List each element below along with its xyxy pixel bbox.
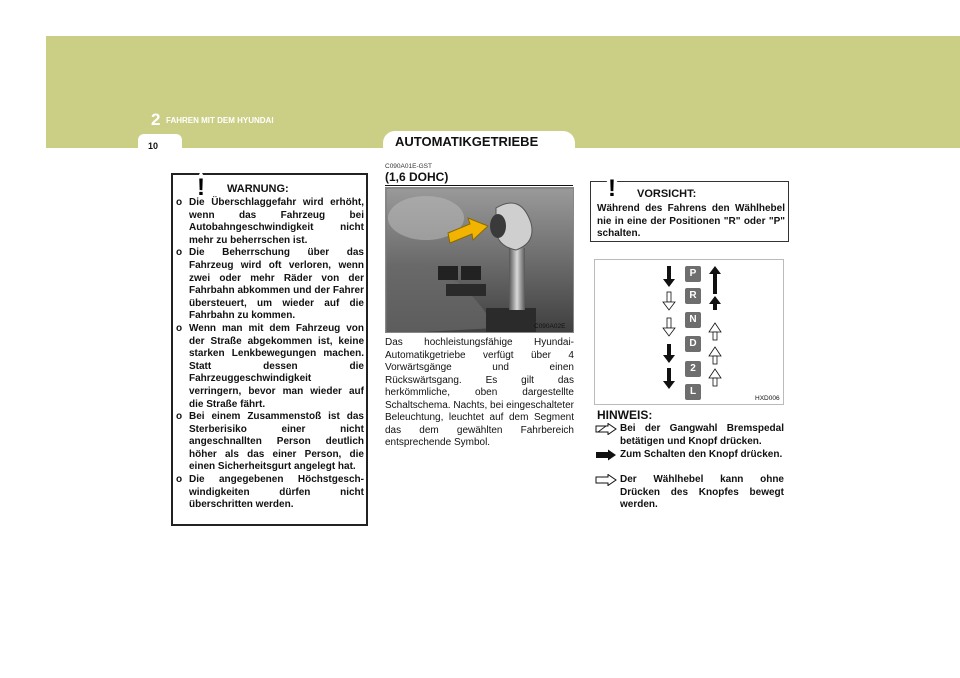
hollow-up-arrow-icon (709, 323, 721, 340)
exclamation-icon (597, 171, 627, 199)
warning-item: o Bei einem Zusammenstoß ist das Sterberisiko einer nicht angeschnallten Person deutlich höher als das einer Person, die einen Sicherheitsgurt angelegt hat. (176, 411, 364, 474)
warning-item: o Die Beherrschung über das Fahrzeug wird oft verloren, wenn zwei oder mehr Räder von der Fahrbahn abkommen und der Fahrer übersteuert, um wieder auf die Fahrbahn zu kommen. (176, 247, 364, 323)
warning-item: o Die angegebenen Höchstgesch-windigkeiten dürfen nicht überschritten werden. (176, 474, 364, 512)
hollow-down-arrow-icon (663, 292, 675, 310)
solid-down-arrow-icon (663, 344, 675, 363)
chapter-number: 2 (151, 110, 161, 129)
subheading: (1,6 DOHC) (385, 170, 573, 186)
caution-title: VORSICHT: (637, 188, 697, 200)
note-2: Zum Schalten den Knopf drücken. (620, 449, 783, 460)
photo-code: C090A02E (534, 323, 566, 330)
gear-d: D (685, 336, 701, 352)
warning-item: o Wenn man mit dem Fahrzeug von der Straße abgekommen ist, keine starken Lenkbewegungen machen. Statt dessen die Fahrzeuggeschwindigkeit verringern, bevor man wieder auf die Straße fährt. (176, 323, 364, 411)
solid-up-arrow-icon (709, 266, 721, 294)
gear-r: R (685, 288, 701, 304)
solid-arrow-icon (595, 449, 617, 461)
warning-list (176, 197, 364, 512)
hollow-down-arrow-icon (663, 318, 675, 336)
chapter-title: FAHREN MIT DEM HYUNDAI (166, 116, 274, 125)
warning-item: o Die Überschlaggefahr wird erhöht, wenn das Fahrzeug bei Autobahngeschwindigkeit nicht mehr zu beherrschen ist. (176, 197, 364, 247)
section-title: AUTOMATIKGETRIEBE (395, 134, 539, 149)
solid-down-arrow-icon (663, 368, 675, 389)
gear-n: N (685, 312, 701, 328)
page-tab (138, 134, 182, 156)
hinweis-title: HINWEIS: (597, 408, 653, 422)
page-number: 10 (148, 141, 159, 151)
caution-text: Während des Fahrens den Wählhebel nie in eine der Positionen "R" oder "P" schalten. (597, 203, 785, 240)
gear-l: L (685, 384, 701, 400)
gear-lever-photo (385, 187, 574, 333)
gear-2: 2 (685, 361, 701, 377)
hollow-arrow-icon (595, 423, 617, 435)
note-1: Bei der Gangwahl Bremspedal betätigen und Knopf drücken. (620, 423, 784, 447)
exclamation-icon (186, 170, 216, 198)
hollow-up-arrow-icon (709, 369, 721, 386)
reference-code: C090A01E-GST (385, 163, 432, 170)
svg-text:!: ! (197, 174, 205, 198)
note-3: Der Wählhebel kann ohne Drücken des Knopfes bewegt werden. (620, 474, 784, 511)
solid-down-arrow-icon (663, 266, 675, 287)
outline-arrow-icon (595, 474, 617, 486)
solid-up-arrow-icon (709, 296, 721, 310)
shift-pattern-diagram (594, 259, 784, 405)
warning-title: WARNUNG: (227, 183, 289, 195)
gear-p: P (685, 266, 701, 282)
hollow-up-arrow-icon (709, 347, 721, 364)
diagram-code: HXD006 (755, 395, 780, 402)
svg-text:!: ! (608, 175, 616, 199)
body-text: Das hochleistungsfähige Hyundai-Automatikgetriebe verfügt über 4 Vorwärtsgänge und einen Rückswärtsgang. Es gilt das herkömmliche, oben dargestellte Schaltschema. Nachts, bei eingeschalteter Beleuchtung, leuchtet auf dem Segment das dem gewählten Fahrbereich entsprechende Symbol. (385, 337, 574, 448)
gear-lever-illustration (386, 188, 574, 333)
